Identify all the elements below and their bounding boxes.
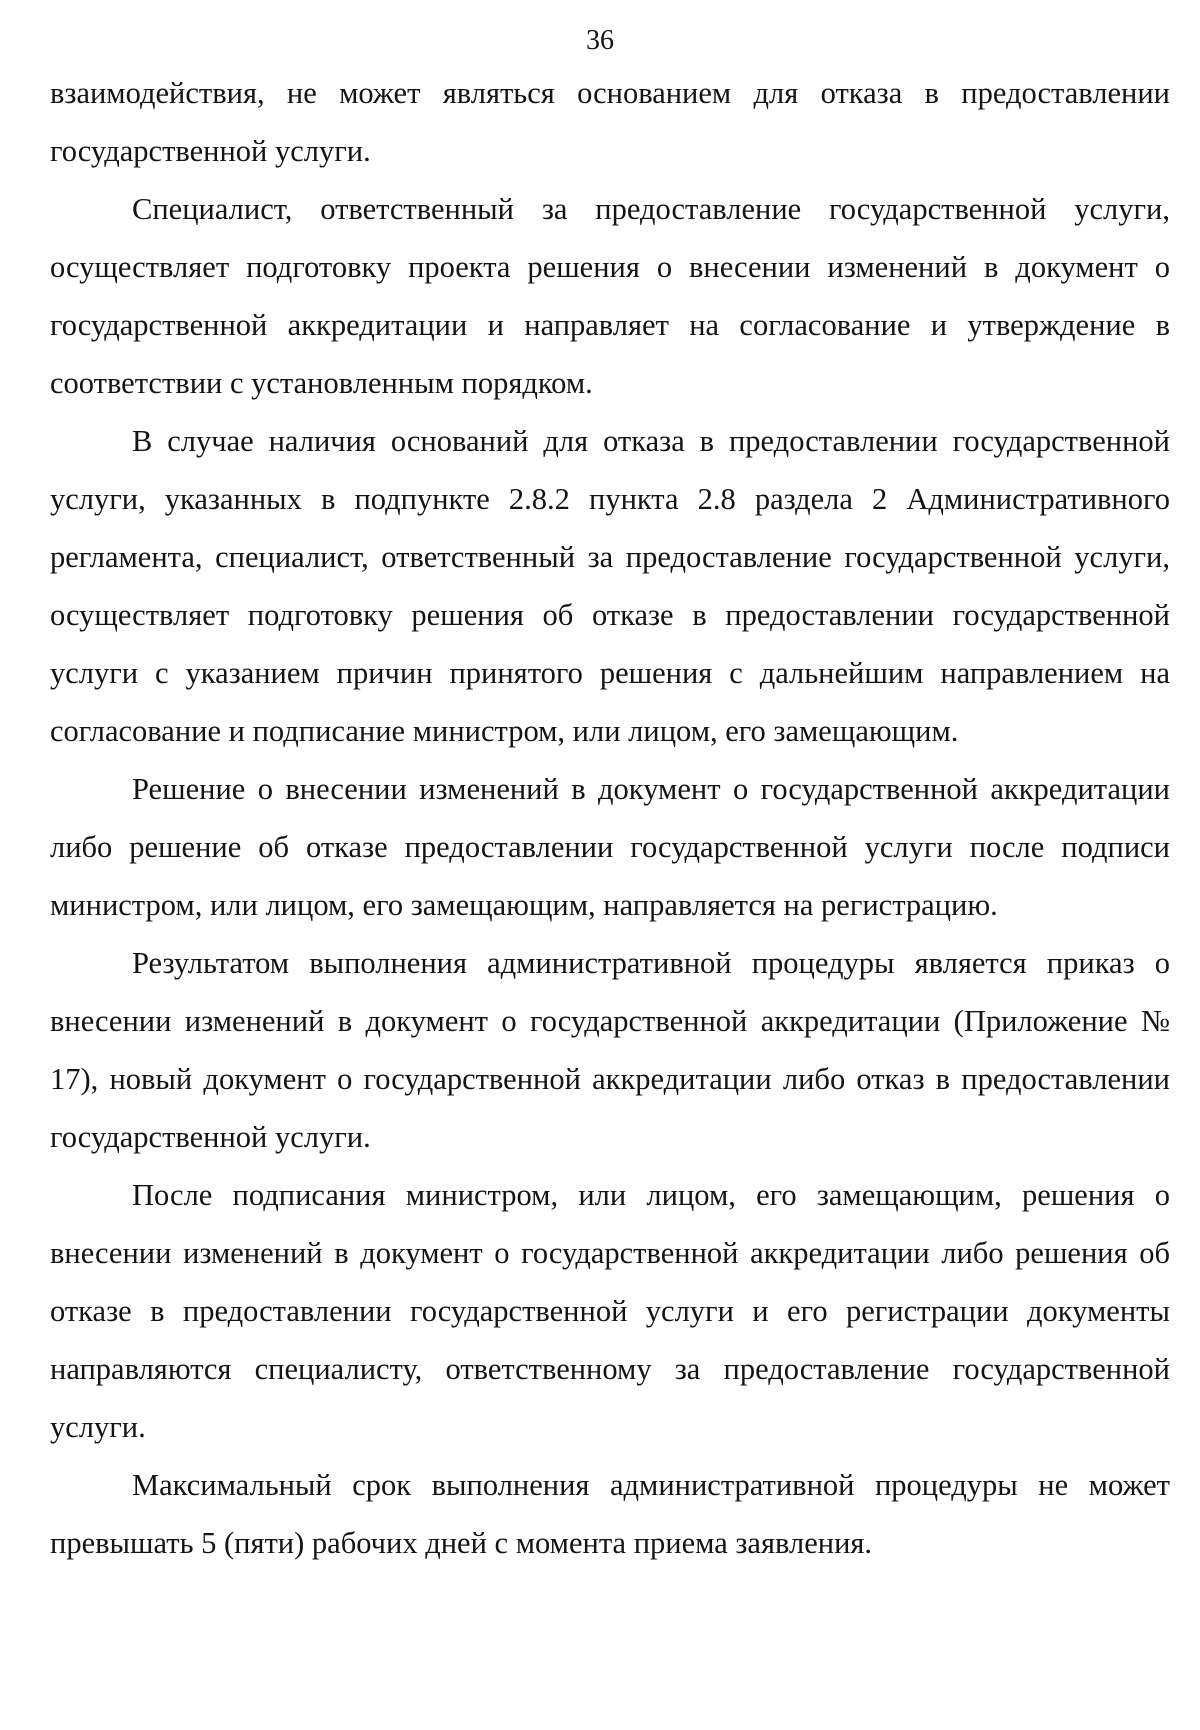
- page-number: 36: [586, 25, 614, 56]
- paragraph-after-signing: После подписания министром, или лицом, его замещающим, решения о внесении изменений в документ о государственной аккредитации либо решения об отказе в предоставлении государственной услуги и его регистрации документы направляются специалисту, ответственному за предоставление государственной услуги.: [50, 1178, 1170, 1444]
- paragraph-decision-registration: Решение о внесении изменений в документ о государственной аккредитации либо решение об отказе предоставлении государственной услуги после подписи министром, или лицом, его замещающим, направляется на регистрацию.: [50, 772, 1170, 922]
- paragraph-max-term: Максимальный срок выполнения административной процедуры не может превышать 5 (пяти) рабочих дней с момента приема заявления.: [50, 1468, 1170, 1560]
- paragraph-specialist-prepares-draft: Специалист, ответственный за предоставление государственной услуги, осуществляет подготовку проекта решения о внесении изменений в документ о государственной аккредитации и направляет на согласование и утверждение в соответствии с установленным порядком.: [50, 192, 1170, 400]
- document-body: [50, 64, 1170, 1572]
- paragraph-refusal-grounds: В случае наличия оснований для отказа в предоставлении государственной услуги, указанных в подпункте 2.8.2 пункта 2.8 раздела 2 Административного регламента, специалист, ответственный за предоставление государственной услуги, осуществляет подготовку решения об отказе в предоставлении государственной услуги с указанием причин принятого решения с дальнейшим направлением на согласование и подписание министром, или лицом, его замещающим.: [50, 424, 1170, 748]
- paragraph-procedure-result: Результатом выполнения административной процедуры является приказ о внесении изменений в документ о государственной аккредитации (Приложение № 17), новый документ о государственной аккредитации либо отказ в предоставлении государственной услуги.: [50, 946, 1170, 1154]
- paragraph-continuation: взаимодействия, не может являться основанием для отказа в предоставлении государственной услуги.: [50, 76, 1170, 168]
